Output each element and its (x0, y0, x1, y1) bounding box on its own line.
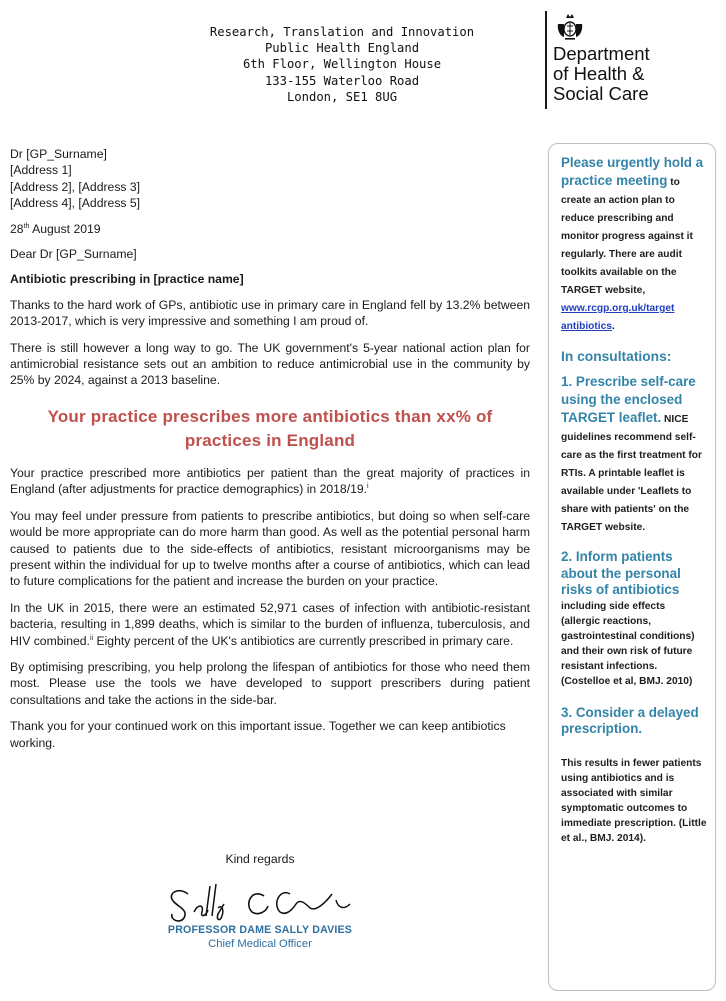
sidebar-step-1 (561, 373, 707, 535)
paragraph: In the UK in 2015, there were an estimated 52,971 cases of infection with antibiotic-resistant bacteria, resulting in 1,899 deaths, which is similar to the burden of influenza, tuberculosis, and HIV combined.$^{ii}$ Eighty percent of the UK's antibiotics are currently prescribed in primary care. (10, 600, 530, 648)
step-heading: 2. Inform patients about the personal risks of antibiotics (561, 549, 681, 597)
salutation: Dear Dr [GP_Surname] (10, 247, 137, 262)
royal-crest-icon (555, 12, 585, 40)
step-text: NICE guidelines recommend self-care as the first treatment for RTIs. A printable leaflet is available under 'Leaflets to share with patients' on the TARGET website. (561, 414, 702, 533)
recipient-address-line: [Address 2], [Address 3] (10, 179, 141, 194)
sidebar-step-3 (561, 705, 707, 846)
closing: Kind regards (225, 852, 295, 866)
letter-subject: Antibiotic prescribing in [practice name] (10, 272, 244, 287)
address-line: Research, Translation and Innovation (209, 25, 475, 39)
logo-line: of Health & (553, 63, 645, 84)
letter-date: 28th August 2019 (10, 221, 101, 236)
logo-line: Department (553, 43, 650, 64)
step-heading: 3. Consider a delayed prescription. (561, 704, 699, 736)
paragraph: There is still however a long way to go. The UK government's 5-year national action plan for antimicrobial resistance sets out an ambition to reduce antimicrobial use in the community by 25% by 2024, against a 2013 baseline. (10, 340, 530, 388)
signer-title: Chief Medical Officer (208, 938, 312, 950)
sidebar-intro-text: to create an action plan to reduce prescribing and monitor progress against it regularly. There are audit toolkits available on the TARGET website, (561, 177, 693, 296)
recipient-address-line: [Address 4], [Address 5] (10, 196, 141, 211)
sidebar-step-2 (561, 549, 707, 689)
address-line: London, SE1 8UG (286, 89, 398, 104)
paragraph: Your practice prescribed more antibiotics per patient than the great majority of practices in England (after adjustments for practice demographics) in 2018/19.$^i$ (10, 465, 530, 497)
letter-body (10, 146, 530, 751)
department-logo (543, 10, 693, 110)
paragraph: Thank you for your continued work on this important issue. Together we can keep antibiotics working. (10, 719, 506, 750)
step-text: This results in fewer patients using antibiotics and is associated with similar symptomatic outcomes to immediate prescription. (Little et al., BMJ. 2014). (561, 757, 707, 844)
address-line: 6th Floor, Wellington House (242, 57, 442, 72)
target-website-link[interactable]: www.rcgp.org.uk/target antibiotics (561, 303, 675, 332)
logo-wordmark (553, 44, 650, 104)
sidebar-section-title: In consultations: (561, 349, 672, 364)
footnote-ref: i (367, 483, 369, 491)
sign-off (160, 852, 360, 950)
action-sidebar (548, 143, 716, 991)
handwritten-signature (160, 874, 360, 926)
address-line: 133-155 Waterloo Road (264, 73, 420, 88)
step-heading: 1. Prescribe self-care using the enclosed TARGET leaflet. (561, 374, 696, 425)
recipient-block (10, 146, 530, 212)
sidebar-intro-heading: Please urgently hold a practice meeting (561, 155, 704, 188)
signer-name: PROFESSOR DAME SALLY DAVIES (167, 924, 353, 936)
address-line: Public Health England (264, 41, 420, 56)
step-text: including side effects (allergic reactions, gastrointestinal conditions) and their own risk of future resistant infections. (Costelloe et al, BMJ. 2010) (561, 600, 695, 687)
footnote-ref: ii (89, 634, 94, 642)
paragraph: By optimising prescribing, you help prolong the lifespan of antibiotics for those who need them most. Please use the tools we have developed to support prescribers during patient consultations and take the actions in the side-bar. (10, 659, 530, 707)
paragraph: You may feel under pressure from patients to prescribe antibiotics, but doing so when self-care would be more appropriate can do more harm than good. As well as the potential personal harm caused to patients due to the side-effects of antibiotics, resistant microorganisms may be present within the individual for up to twelve months after a course of antibiotics, which can lead to future complications for the patient and increase the burden on your practice. (10, 508, 530, 589)
paragraph: Thanks to the hard work of GPs, antibiotic use in primary care in England fell by 13.2% between 2013-2017, which is very impressive and something I am proud of. (10, 297, 530, 329)
sender-address (192, 24, 492, 105)
recipient-name: Dr [GP_Surname] (10, 147, 107, 161)
logo-divider (545, 11, 547, 109)
callout-heading: Your practice prescribes more antibiotics than xx% of practices in England (47, 406, 493, 450)
recipient-address-line: [Address 1] (10, 163, 72, 178)
sidebar-intro: Please urgently hold a practice meeting to create an action plan to reduce prescribing and monitor progress against it regularly. There are audit toolkits available on the TARGET website, www.rcgp.org.uk/target antibiotics. (561, 155, 704, 332)
logo-line: Social Care (553, 83, 649, 104)
